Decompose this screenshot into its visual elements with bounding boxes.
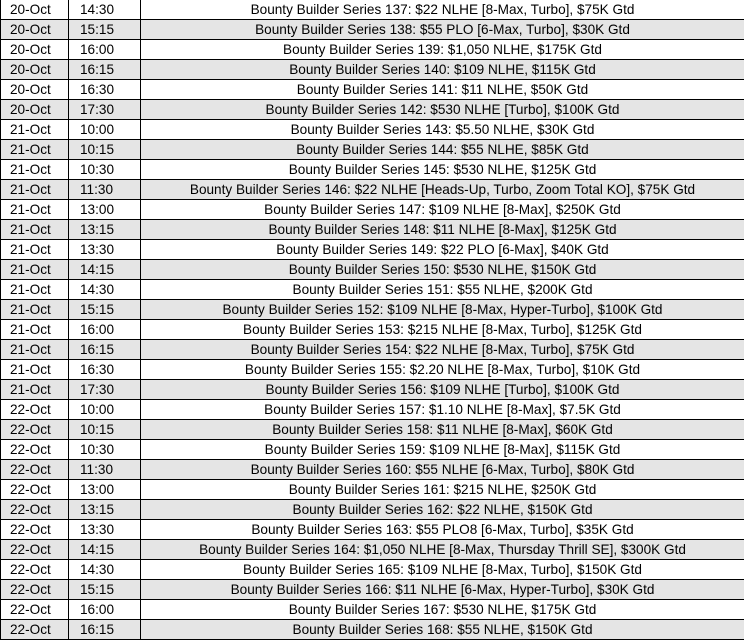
date-cell: 20-Oct: [1, 40, 69, 60]
table-row: [1, 560, 744, 580]
event-cell: Bounty Builder Series 159: $109 NLHE [8-Max], $115K Gtd: [141, 440, 744, 460]
time-cell: 11:30: [69, 180, 141, 200]
event-cell: Bounty Builder Series 168: $55 NLHE, $150K Gtd: [141, 620, 744, 640]
date-cell: 20-Oct: [1, 0, 69, 20]
event-cell: Bounty Builder Series 149: $22 PLO [6-Max], $40K Gtd: [141, 240, 744, 260]
date-cell: 22-Oct: [1, 580, 69, 600]
date-cell: 21-Oct: [1, 200, 69, 220]
event-cell: Bounty Builder Series 151: $55 NLHE, $200K Gtd: [141, 280, 744, 300]
table-row: [1, 200, 744, 220]
event-cell: Bounty Builder Series 157: $1.10 NLHE [8-Max], $7.5K Gtd: [141, 400, 744, 420]
event-cell: Bounty Builder Series 154: $22 NLHE [8-Max, Turbo], $75K Gtd: [141, 340, 744, 360]
table-row: [1, 480, 744, 500]
table-row: [1, 280, 744, 300]
table-row: [1, 400, 744, 420]
table-row: [1, 220, 744, 240]
time-cell: 15:15: [69, 20, 141, 40]
date-cell: 22-Oct: [1, 400, 69, 420]
table-row: [1, 340, 744, 360]
time-cell: 13:30: [69, 240, 141, 260]
table-row: [1, 100, 744, 120]
time-cell: 10:00: [69, 120, 141, 140]
event-cell: Bounty Builder Series 164: $1,050 NLHE [8-Max, Thursday Thrill SE], $300K Gtd: [141, 540, 744, 560]
date-cell: 21-Oct: [1, 320, 69, 340]
date-cell: 22-Oct: [1, 420, 69, 440]
event-cell: Bounty Builder Series 155: $2.20 NLHE [8-Max, Turbo], $10K Gtd: [141, 360, 744, 380]
date-cell: 22-Oct: [1, 500, 69, 520]
event-cell: Bounty Builder Series 144: $55 NLHE, $85K Gtd: [141, 140, 744, 160]
time-cell: 13:15: [69, 500, 141, 520]
time-cell: 17:30: [69, 100, 141, 120]
table-row: [1, 260, 744, 280]
date-cell: 21-Oct: [1, 260, 69, 280]
date-cell: 20-Oct: [1, 80, 69, 100]
table-row: [1, 140, 744, 160]
table-row: [1, 0, 744, 20]
event-cell: Bounty Builder Series 152: $109 NLHE [8-Max, Hyper-Turbo], $100K Gtd: [141, 300, 744, 320]
date-cell: 21-Oct: [1, 300, 69, 320]
event-cell: Bounty Builder Series 145: $530 NLHE, $125K Gtd: [141, 160, 744, 180]
time-cell: 13:30: [69, 520, 141, 540]
event-cell: Bounty Builder Series 141: $11 NLHE, $50K Gtd: [141, 80, 744, 100]
time-cell: 13:00: [69, 480, 141, 500]
time-cell: 16:15: [69, 60, 141, 80]
time-cell: 16:00: [69, 320, 141, 340]
event-cell: Bounty Builder Series 140: $109 NLHE, $115K Gtd: [141, 60, 744, 80]
date-cell: 20-Oct: [1, 20, 69, 40]
event-cell: Bounty Builder Series 156: $109 NLHE [Turbo], $100K Gtd: [141, 380, 744, 400]
date-cell: 21-Oct: [1, 340, 69, 360]
time-cell: 16:15: [69, 620, 141, 640]
date-cell: 21-Oct: [1, 280, 69, 300]
event-cell: Bounty Builder Series 158: $11 NLHE [8-Max], $60K Gtd: [141, 420, 744, 440]
time-cell: 14:30: [69, 560, 141, 580]
time-cell: 10:00: [69, 400, 141, 420]
table-row: [1, 500, 744, 520]
event-cell: Bounty Builder Series 165: $109 NLHE [8-Max, Turbo], $150K Gtd: [141, 560, 744, 580]
date-cell: 20-Oct: [1, 60, 69, 80]
table-row: [1, 20, 744, 40]
date-cell: 21-Oct: [1, 360, 69, 380]
date-cell: 21-Oct: [1, 140, 69, 160]
time-cell: 13:00: [69, 200, 141, 220]
time-cell: 16:00: [69, 40, 141, 60]
table-row: [1, 540, 744, 560]
date-cell: 22-Oct: [1, 560, 69, 580]
time-cell: 14:30: [69, 0, 141, 20]
event-cell: Bounty Builder Series 163: $55 PLO8 [6-Max, Turbo], $35K Gtd: [141, 520, 744, 540]
time-cell: 14:15: [69, 540, 141, 560]
table-row: [1, 240, 744, 260]
time-cell: 10:30: [69, 160, 141, 180]
table-row: [1, 420, 744, 440]
time-cell: 10:15: [69, 140, 141, 160]
time-cell: 16:30: [69, 360, 141, 380]
table-row: [1, 380, 744, 400]
date-cell: 22-Oct: [1, 480, 69, 500]
event-cell: Bounty Builder Series 142: $530 NLHE [Turbo], $100K Gtd: [141, 100, 744, 120]
time-cell: 11:30: [69, 460, 141, 480]
date-cell: 22-Oct: [1, 460, 69, 480]
table-row: [1, 320, 744, 340]
date-cell: 21-Oct: [1, 160, 69, 180]
time-cell: 16:00: [69, 600, 141, 620]
table-row: [1, 300, 744, 320]
table-row: [1, 600, 744, 620]
table-row: [1, 180, 744, 200]
event-cell: Bounty Builder Series 167: $530 NLHE, $175K Gtd: [141, 600, 744, 620]
date-cell: 22-Oct: [1, 620, 69, 640]
event-cell: Bounty Builder Series 150: $530 NLHE, $150K Gtd: [141, 260, 744, 280]
table-row: [1, 60, 744, 80]
table-row: [1, 460, 744, 480]
time-cell: 10:15: [69, 420, 141, 440]
event-cell: Bounty Builder Series 137: $22 NLHE [8-Max, Turbo], $75K Gtd: [141, 0, 744, 20]
event-cell: Bounty Builder Series 147: $109 NLHE [8-Max], $250K Gtd: [141, 200, 744, 220]
time-cell: 13:15: [69, 220, 141, 240]
date-cell: 20-Oct: [1, 100, 69, 120]
date-cell: 22-Oct: [1, 520, 69, 540]
table-row: [1, 40, 744, 60]
time-cell: 16:15: [69, 340, 141, 360]
time-cell: 14:30: [69, 280, 141, 300]
date-cell: 21-Oct: [1, 120, 69, 140]
date-cell: 22-Oct: [1, 440, 69, 460]
table-row: [1, 360, 744, 380]
event-cell: Bounty Builder Series 161: $215 NLHE, $250K Gtd: [141, 480, 744, 500]
time-cell: 10:30: [69, 440, 141, 460]
time-cell: 17:30: [69, 380, 141, 400]
table-row: [1, 80, 744, 100]
event-cell: Bounty Builder Series 146: $22 NLHE [Heads-Up, Turbo, Zoom Total KO], $75K Gtd: [141, 180, 744, 200]
event-cell: Bounty Builder Series 166: $11 NLHE [6-Max, Hyper-Turbo], $30K Gtd: [141, 580, 744, 600]
date-cell: 22-Oct: [1, 540, 69, 560]
event-cell: Bounty Builder Series 138: $55 PLO [6-Max, Turbo], $30K Gtd: [141, 20, 744, 40]
event-cell: Bounty Builder Series 153: $215 NLHE [8-Max, Turbo], $125K Gtd: [141, 320, 744, 340]
date-cell: 21-Oct: [1, 240, 69, 260]
time-cell: 16:30: [69, 80, 141, 100]
date-cell: 21-Oct: [1, 220, 69, 240]
event-cell: Bounty Builder Series 148: $11 NLHE [8-Max], $125K Gtd: [141, 220, 744, 240]
date-cell: 21-Oct: [1, 180, 69, 200]
table-row: [1, 440, 744, 460]
table-row: [1, 620, 744, 640]
table-row: [1, 120, 744, 140]
table-row: [1, 160, 744, 180]
time-cell: 14:15: [69, 260, 141, 280]
table-row: [1, 580, 744, 600]
event-cell: Bounty Builder Series 162: $22 NLHE, $150K Gtd: [141, 500, 744, 520]
time-cell: 15:15: [69, 300, 141, 320]
time-cell: 15:15: [69, 580, 141, 600]
schedule-body: [1, 0, 744, 640]
table-row: [1, 520, 744, 540]
date-cell: 22-Oct: [1, 600, 69, 620]
event-cell: Bounty Builder Series 160: $55 NLHE [6-Max, Turbo], $80K Gtd: [141, 460, 744, 480]
event-cell: Bounty Builder Series 139: $1,050 NLHE, $175K Gtd: [141, 40, 744, 60]
date-cell: 21-Oct: [1, 380, 69, 400]
event-cell: Bounty Builder Series 143: $5.50 NLHE, $30K Gtd: [141, 120, 744, 140]
